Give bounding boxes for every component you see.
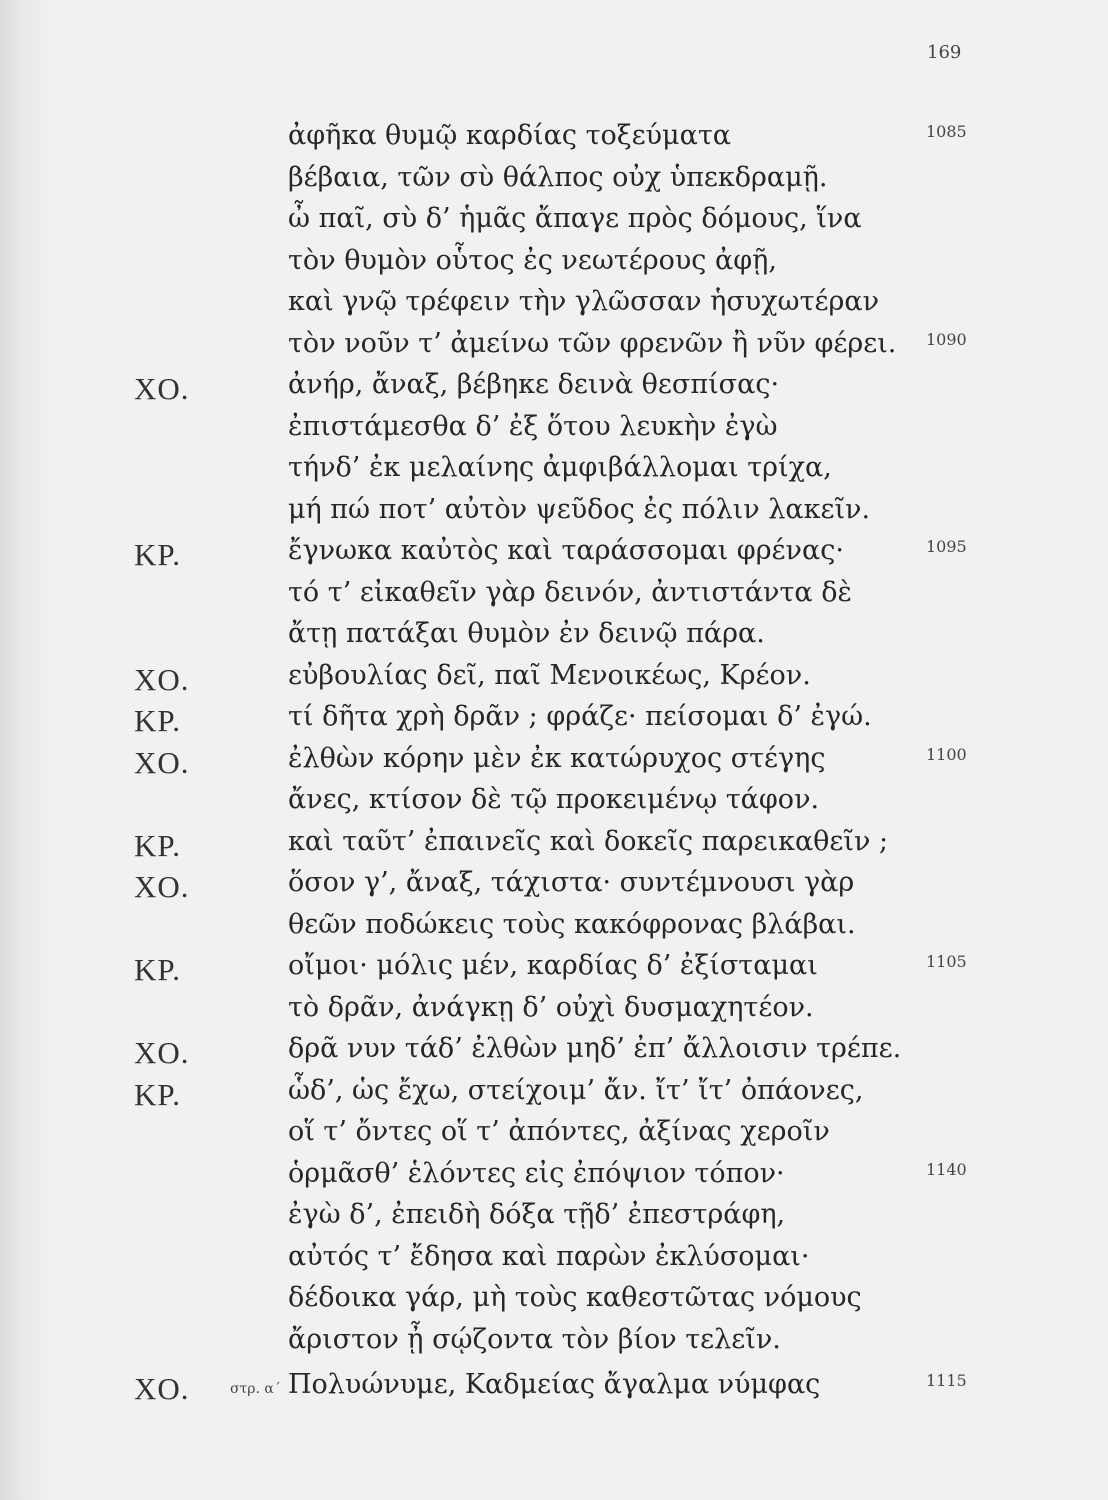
- verse-line: [0, 243, 1108, 279]
- verse-line: [0, 699, 1108, 738]
- verse-text: Πολυώνυμε, Καδμείας ἄγαλμα νύμφας: [288, 1369, 821, 1400]
- speaker-label: ΧΟ.: [134, 371, 190, 406]
- verse-line: [0, 450, 1108, 486]
- verse-line: [0, 1031, 1108, 1070]
- speaker-label: ΧΟ.: [134, 869, 190, 904]
- verse-line: [0, 1156, 1108, 1192]
- verse-line: [0, 160, 1108, 196]
- verse-line: [0, 990, 1108, 1026]
- verse-line: [0, 326, 1108, 362]
- verse-text: τὸν νοῦν τ’ ἀμείνω τῶν φρενῶν ἢ νῦν φέρει.: [288, 327, 897, 359]
- line-number: 1090: [926, 329, 967, 349]
- verse-text: ἐλθὼν κόρην μὲν ἐκ κατώρυχος στέγης: [288, 742, 826, 774]
- verse-text: ἐπιστάμεσθα δ’ ἐξ ὅτου λευκὴν ἐγὼ: [288, 410, 778, 442]
- verse-line: [0, 533, 1108, 572]
- verse-text: τί δῆτα χρὴ δρᾶν ; φράζε· πείσομαι δ’ ἐγώ.: [288, 701, 872, 732]
- verse-text: ἄριστον ᾖ σῴζοντα τὸν βίον τελεῖν.: [288, 1323, 781, 1355]
- verse-text: ὦ παῖ, σὺ δ’ ἡμᾶς ἄπαγε πρὸς δόμους, ἵνα: [288, 203, 862, 234]
- speaker-label: ΚΡ.: [134, 537, 181, 572]
- verse-text: τὸν θυμὸν οὗτος ἐς νεωτέρους ἀφῇ,: [288, 244, 777, 276]
- verse-line: [0, 616, 1108, 652]
- verse-text: καὶ ταῦτ’ ἐπαινεῖς καὶ δοκεῖς παρεικαθεῖν ;: [288, 825, 889, 857]
- speaker-label: ΧΟ.: [134, 1035, 190, 1070]
- verse-text: εὐβουλίας δεῖ, παῖ Μενοικέως, Κρέον.: [288, 659, 811, 691]
- verse-line: [0, 1280, 1108, 1316]
- verse-line: [0, 1197, 1108, 1233]
- line-number: 1095: [926, 537, 967, 556]
- speaker-label: ΚΡ.: [134, 703, 181, 738]
- verse-line: [0, 409, 1108, 445]
- verse-text: ἀφῆκα θυμῷ καρδίας τοξεύματα: [288, 120, 731, 151]
- line-number: 1115: [926, 1371, 967, 1390]
- verse-text: τήνδ’ ἐκ μελαίνης ἀμφιβάλλομαι τρίχα,: [288, 452, 832, 483]
- page-number: 169: [927, 42, 962, 63]
- verse-text: αὐτός τ’ ἔδησα καὶ παρὼν ἐκλύσομαι·: [288, 1240, 810, 1272]
- line-number: 1085: [926, 122, 967, 141]
- verse-line: [0, 1114, 1108, 1150]
- verse-line: [0, 658, 1108, 697]
- verse-line: [0, 782, 1108, 818]
- verse-line: [0, 284, 1108, 320]
- verse-text: θεῶν ποδώκεις τοὺς κακόφρονας βλάβαι.: [288, 908, 856, 940]
- verse-text: ἔγνωκα καὐτὸς καὶ ταράσσομαι φρένας·: [288, 535, 844, 566]
- verse-text: ἐγὼ δ’, ἐπειδὴ δόξα τῇδ’ ἐπεστράφη,: [288, 1199, 786, 1230]
- stanza-marker: στρ. α΄: [230, 1381, 281, 1397]
- verse-line: [0, 367, 1108, 406]
- verse-text: τό τ’ εἰκαθεῖν γὰρ δεινόν, ἀντιστάντα δὲ: [288, 576, 852, 608]
- verse-line: [0, 575, 1108, 611]
- verse-line: [0, 1073, 1108, 1112]
- speaker-label: ΚΡ.: [134, 952, 181, 987]
- verse-text: ἄτῃ πατάξαι θυμὸν ἐν δεινῷ πάρα.: [288, 618, 765, 649]
- verse-line: [0, 492, 1108, 528]
- verse-line: [0, 118, 1108, 154]
- verse-line: [0, 1239, 1108, 1275]
- verse-line: [0, 824, 1108, 863]
- verse-text: οἴμοι· μόλις μέν, καρδίας δ’ ἐξίσταμαι: [288, 950, 818, 981]
- speaker-label: ΧΟ.: [134, 1371, 190, 1406]
- verse-text: ἄνες, κτίσον δὲ τῷ προκειμένῳ τάφον.: [288, 784, 820, 815]
- verse-text: τὸ δρᾶν, ἀνάγκῃ δ’ οὐχὶ δυσμαχητέον.: [288, 991, 814, 1023]
- verse-text: ὅσον γ’, ἄναξ, τάχιστα· συντέμνουσι γὰρ: [288, 867, 855, 898]
- verse-line: [0, 741, 1108, 780]
- verse-line: [0, 201, 1108, 237]
- verse-text: μή πώ ποτ’ αὐτὸν ψεῦδος ἐς πόλιν λακεῖν.: [288, 493, 871, 525]
- speaker-label: ΧΟ.: [134, 661, 190, 697]
- line-number: 1100: [926, 744, 967, 764]
- speaker-label: ΚΡ.: [134, 827, 181, 863]
- verse-text: οἵ τ’ ὄντες οἵ τ’ ἀπόντες, ἀξίνας χεροῖν: [288, 1116, 830, 1147]
- verse-text: ἀνήρ, ἄναξ, βέβηκε δεινὰ θεσπίσας·: [288, 369, 780, 400]
- verse-line: [0, 948, 1108, 987]
- verse-text: δρᾶ νυν τάδ’ ἐλθὼν μηδ’ ἐπ’ ἄλλοισιν τρέπε.: [288, 1033, 902, 1064]
- verse-text: βέβαια, τῶν σὺ θάλπος οὐχ ὑπεκδραμῇ.: [288, 161, 828, 193]
- speaker-label: ΚΡ.: [134, 1076, 181, 1112]
- speaker-label: ΧΟ.: [134, 744, 190, 780]
- line-number: 1140: [926, 1159, 967, 1179]
- verse-text: καὶ γνῷ τρέφειν τὴν γλῶσσαν ἡσυχωτέραν: [288, 286, 880, 317]
- verse-line: [0, 907, 1108, 943]
- verse-text: ὁρμᾶσθ’ ἑλόντες εἰς ἐπόψιον τόπον·: [288, 1157, 785, 1189]
- verse-line: [0, 865, 1108, 904]
- verse-line: [0, 1322, 1108, 1358]
- verse-text: ὧδ’, ὡς ἔχω, στείχοιμ’ ἄν. ἴτ’ ἴτ’ ὀπάονες,: [288, 1074, 864, 1106]
- line-number: 1105: [926, 952, 967, 971]
- verse-line-final: [0, 1367, 1108, 1406]
- verse-text: δέδοικα γάρ, μὴ τοὺς καθεστῶτας νόμους: [288, 1282, 862, 1313]
